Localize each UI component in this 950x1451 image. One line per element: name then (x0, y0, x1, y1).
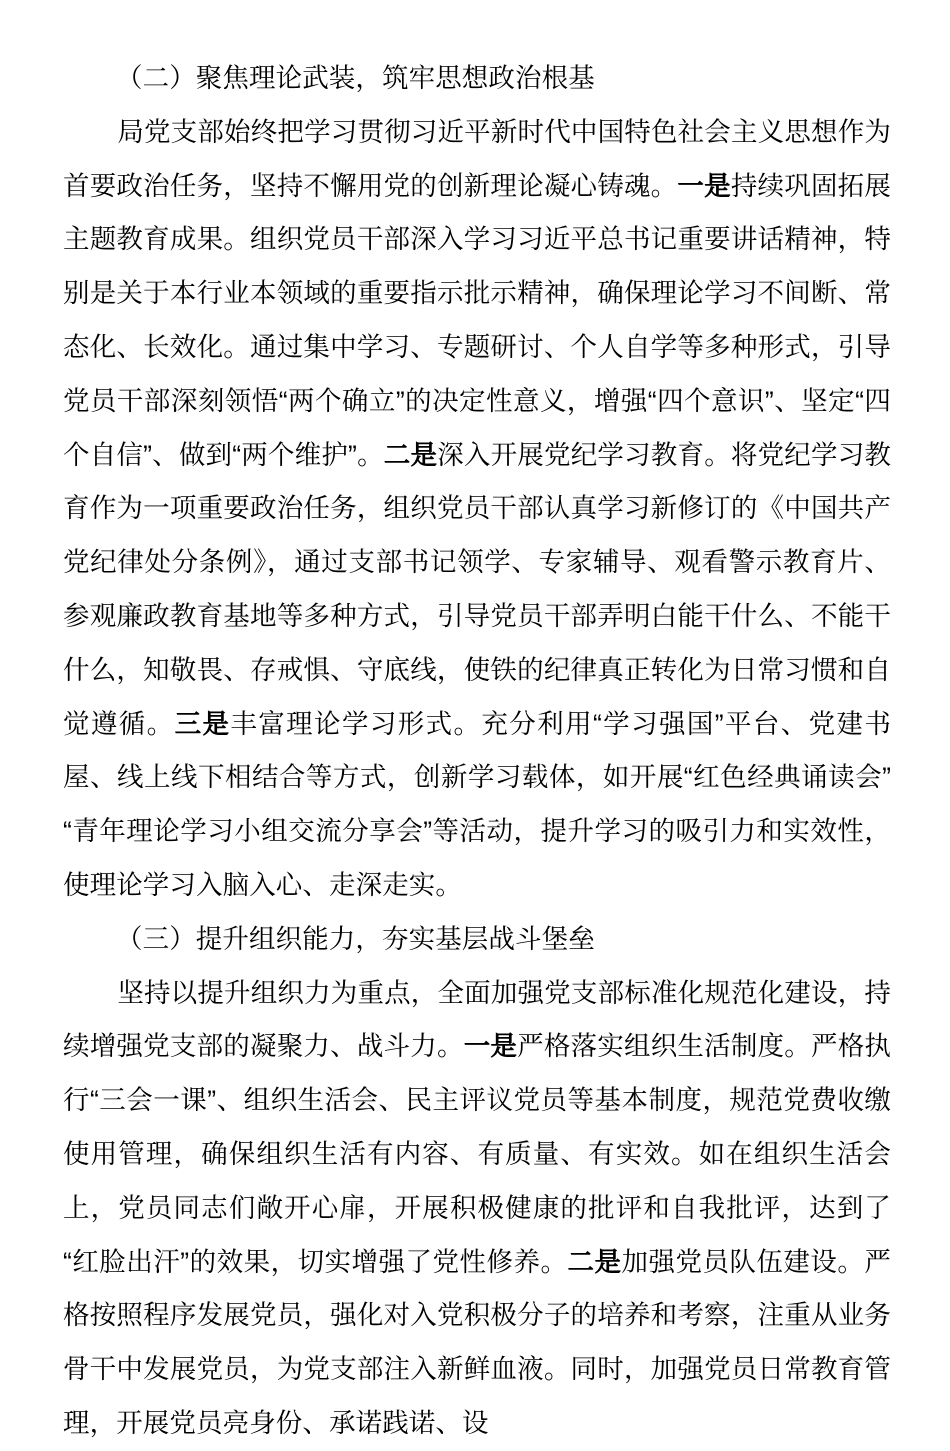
emphasis-marker: 二是 (383, 439, 438, 470)
text-run: 丰富理论学习形式。充分利用“学习强国”平台、党建书屋、线上线下相结合等方式，创新学习载体，如开展“红色经典诵读会”“青年理论学习小组交流分享会”等活动，提升学习的吸引力和实效性，使理论学习入脑入心、走深走实。 (63, 708, 892, 900)
section-heading: （二）聚焦理论武装，筑牢思想政治根基 (116, 63, 595, 93)
body-paragraph (63, 106, 891, 913)
section-heading: （三）提升组织能力，夯实基层战斗堡垒 (116, 923, 595, 954)
emphasis-marker: 二是 (567, 1246, 622, 1277)
document-text-column (63, 52, 891, 1451)
body-paragraph (63, 967, 891, 1451)
text-run: 持续巩固拓展主题教育成果。组织党员干部深入学习习近平总书记重要讲话精神，特别是关于本行业本领域的重要指示批示精神，确保理论学习不间断、常态化、长效化。通过集中学习、专题研讨、个人自学等多种形式，引导党员干部深刻领悟“两个确立”的决定性意义，增强“四个意识”、坚定“四个自信”、做到“两个维护”。 (63, 170, 891, 470)
text-run: 严格落实组织生活制度。严格执行“三会一课”、组织生活会、民主评议党员等基本制度，规范党费收缴使用管理，确保组织生活有内容、有质量、有实效。如在组织生活会上，党员同志们敞开心扉，开展积极健康的批评和自我批评，达到了“红脸出汗”的效果，切实增强了党性修养。 (63, 1031, 892, 1277)
text-run: 坚持以提升组织力为重点，全面加强党支部标准化规范化建设，持续增强党支部的凝聚力、战斗力。 (63, 977, 891, 1062)
emphasis-marker: 三是 (174, 708, 231, 739)
emphasis-marker: 一是 (463, 1031, 518, 1062)
text-run: 加强党员队伍建设。严格按照程序发展党员，强化对入党积极分子的培养和考察，注重从业务骨干中发展党员，为党支部注入新鲜血液。同时，加强党员日常教育管理，开展党员亮身份、承诺践诺、设 (63, 1246, 891, 1438)
text-run: 深入开展党纪学习教育。将党纪学习教育作为一项重要政治任务，组织党员干部认真学习新修订的《中国共产党纪律处分条例》，通过支部书记领学、专家辅导、观看警示教育片、参观廉政教育基地等多种方式，引导党员干部弄明白能干什么、不能干什么，知敬畏、存戒惧、守底线，使铁的纪律真正转化为日常习惯和自觉遵循。 (63, 439, 892, 739)
emphasis-marker: 一是 (677, 170, 731, 201)
text-run: 局党支部始终把学习贯彻习近平新时代中国特色社会主义思想作为首要政治任务，坚持不懈用党的创新理论凝心铸魂。 (63, 116, 891, 201)
